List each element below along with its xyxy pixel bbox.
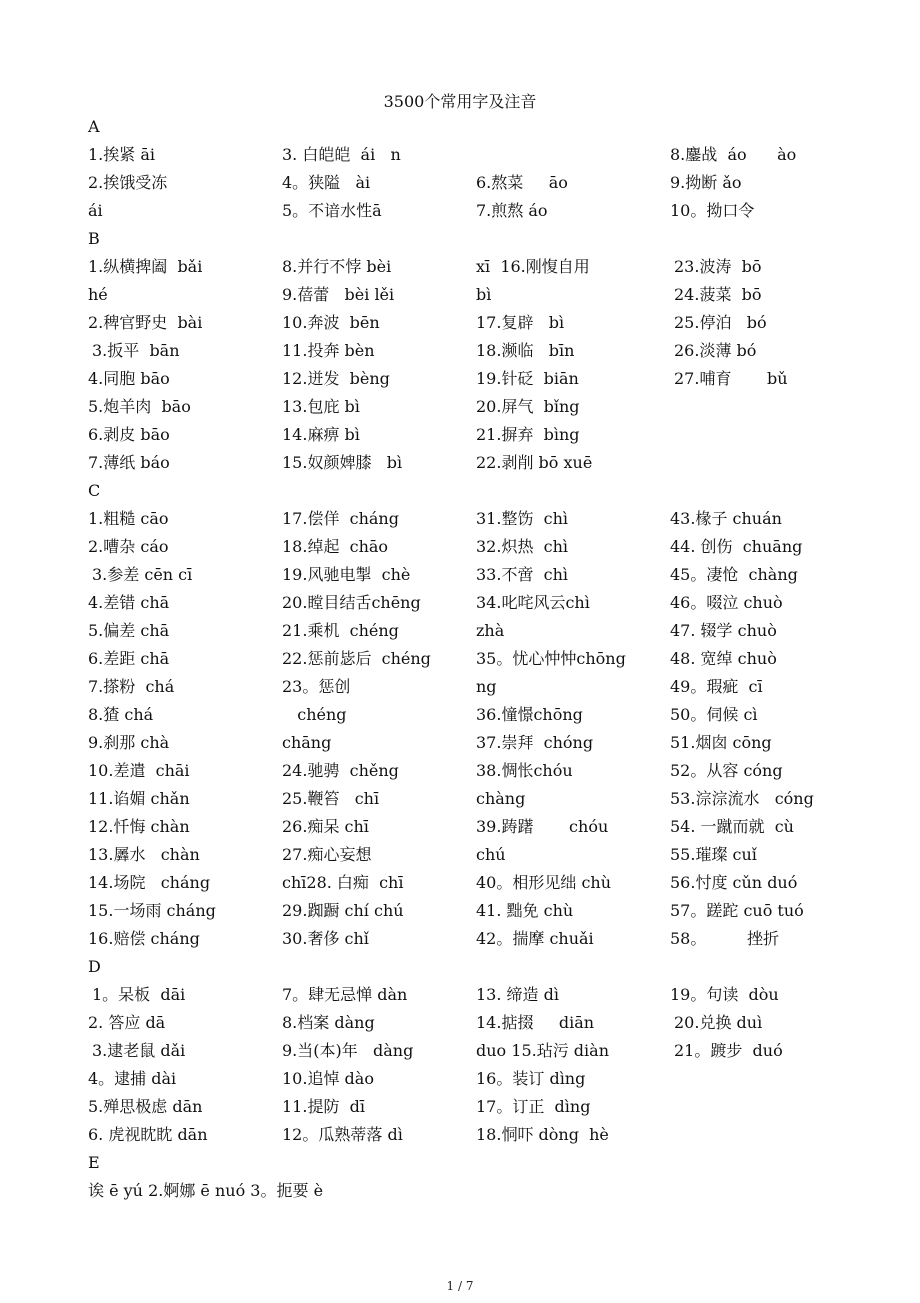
- entry-text: 8.鏖战 áo ào: [670, 145, 797, 164]
- entry-text: 58。 挫折: [670, 929, 780, 948]
- entry-text: 36.憧憬chōng: [476, 705, 583, 724]
- entry-text: 10.奔波 bēn: [282, 313, 380, 332]
- entry-text: 诶 ē yú 2.婀娜 ē nuó 3。扼要 è: [88, 1181, 324, 1200]
- entry-text: 23。惩创: [282, 677, 351, 696]
- entry-text: 3.逮老鼠 dǎi: [92, 1041, 186, 1060]
- entry-text: 26.痴呆 chī: [282, 817, 369, 836]
- entry-text: hé: [88, 285, 108, 304]
- entry-text: 20.屏气 bǐng: [476, 397, 580, 416]
- entry-text: 10.差遣 chāi: [88, 761, 190, 780]
- entry-text: 24.菠菜 bō: [674, 285, 762, 304]
- section-letter: A: [88, 117, 100, 136]
- entry-text: 3. 白皑皑 ái n: [282, 145, 401, 164]
- entry-text: 45。凄怆 chàng: [670, 565, 798, 584]
- entry-text: 57。蹉跎 cuō tuó: [670, 901, 804, 920]
- entry-text: 15.一场雨 cháng: [88, 901, 216, 920]
- entry-text: 8.并行不悖 bèi: [282, 257, 392, 276]
- entry-text: 16。装订 dìng: [476, 1069, 586, 1088]
- entry-text: chú: [476, 845, 506, 864]
- entry-text: 50。伺候 cì: [670, 705, 758, 724]
- entry-text: 43.椽子 chuán: [670, 509, 782, 528]
- entry-text: 4。狭隘 ài: [282, 173, 371, 192]
- entry-text: 9.刹那 chà: [88, 733, 170, 752]
- entry-text: 37.崇拜 chóng: [476, 733, 594, 752]
- entry-text: 7.薄纸 báo: [88, 453, 170, 472]
- entry-text: 51.烟囱 cōng: [670, 733, 772, 752]
- entry-text: 8.档案 dàng: [282, 1013, 375, 1032]
- entry-text: 1。呆板 dāi: [92, 985, 186, 1004]
- entry-text: 10.追悼 dào: [282, 1069, 374, 1088]
- entry-text: 44. 创伤 chuāng: [670, 537, 803, 556]
- entry-text: 31.整饬 chì: [476, 509, 569, 528]
- entry-text: 24.驰骋 chěng: [282, 761, 399, 780]
- entry-text: 29.踟蹰 chí chú: [282, 901, 404, 920]
- entry-text: 38.惆怅chóu: [476, 761, 573, 780]
- entry-text: 2.嘈杂 cáo: [88, 537, 169, 556]
- section-letter: C: [88, 481, 101, 500]
- entry-text: 17.复辟 bì: [476, 313, 565, 332]
- page-title: 3500个常用字及注音: [383, 92, 537, 111]
- entry-text: 9.蓓蕾 bèi lěi: [282, 285, 395, 304]
- entry-text: 6.剥皮 bāo: [88, 425, 170, 444]
- entry-text: 13. 缔造 dì: [476, 985, 559, 1004]
- entry-text: 8.猹 chá: [88, 705, 154, 724]
- entry-text: 5。不谙水性ā: [282, 201, 382, 220]
- entry-text: 17.偿佯 cháng: [282, 509, 399, 528]
- entry-text: 20.瞠目结舌chēng: [282, 593, 421, 612]
- entry-text: 27.哺育 bǔ: [674, 369, 788, 388]
- entry-text: 2.稗官野史 bài: [88, 313, 203, 332]
- entry-text: 56.忖度 cǔn duó: [670, 873, 798, 892]
- entry-text: chāng: [282, 733, 332, 752]
- entry-text: 46。啜泣 chuò: [670, 593, 783, 612]
- entry-text: 11.谄媚 chǎn: [88, 789, 190, 808]
- entry-text: 41. 黜免 chù: [476, 901, 574, 920]
- entry-text: 5.殚思极虑 dān: [88, 1097, 203, 1116]
- entry-text: chàng: [476, 789, 526, 808]
- section-letter: B: [88, 229, 100, 248]
- entry-text: 4.差错 chā: [88, 593, 170, 612]
- entry-text: 21。踱步 duó: [674, 1041, 783, 1060]
- entry-text: duo 15.玷污 diàn: [476, 1041, 610, 1060]
- entry-text: 10。拗口令: [670, 201, 755, 220]
- entry-text: 12。瓜熟蒂落 dì: [282, 1125, 403, 1144]
- entry-text: 3.扳平 bān: [92, 341, 180, 360]
- entry-text: chī28. 白痴 chī: [282, 873, 404, 892]
- entry-text: zhà: [476, 621, 505, 640]
- entry-text: bì: [476, 285, 492, 304]
- entry-text: 14.掂掇 diān: [476, 1013, 595, 1032]
- entry-text: 40。相形见绌 chù: [476, 873, 612, 892]
- entry-text: 39.踌躇 chóu: [476, 817, 609, 836]
- entry-text: 4.同胞 bāo: [88, 369, 170, 388]
- entry-text: 17。订正 dìng: [476, 1097, 591, 1116]
- entry-text: 7。肆无忌惮 dàn: [282, 985, 408, 1004]
- page-number: 1 / 7: [446, 1279, 474, 1293]
- entry-text: ái: [88, 201, 103, 220]
- entry-text: 9.拗断 ǎo: [670, 173, 742, 192]
- entry-text: 11.提防 dī: [282, 1097, 365, 1116]
- entry-text: 12.迸发 bèng: [282, 369, 390, 388]
- entry-text: 20.兑换 duì: [674, 1013, 763, 1032]
- entry-text: 6. 虎视眈眈 dān: [88, 1125, 208, 1144]
- entry-text: ng: [476, 677, 497, 696]
- entry-text: 6.熬菜 āo: [476, 173, 568, 192]
- entry-text: 47. 辍学 chuò: [670, 621, 777, 640]
- entry-text: 5.炮羊肉 bāo: [88, 397, 191, 416]
- entry-text: 55.璀璨 cuǐ: [670, 845, 757, 864]
- entry-text: 7.煎熬 áo: [476, 201, 548, 220]
- entry-text: 4。逮捕 dài: [88, 1069, 177, 1088]
- entry-text: 14.场院 cháng: [88, 873, 211, 892]
- entry-text: 13.包庇 bì: [282, 397, 360, 416]
- entry-text: 16.赔偿 cháng: [88, 929, 200, 948]
- entry-text: 22.剥削 bō xuē: [476, 453, 593, 472]
- entry-text: 13.羼水 chàn: [88, 845, 200, 864]
- entry-text: 18.恫吓 dòng hè: [476, 1125, 609, 1144]
- entry-text: 6.差距 chā: [88, 649, 170, 668]
- entry-text: xī 16.刚愎自用: [476, 257, 590, 276]
- entry-text: 1.挨紧 āi: [88, 145, 156, 164]
- entry-text: 42。揣摩 chuǎi: [476, 929, 594, 948]
- entry-text: 25.停泊 bó: [674, 313, 767, 332]
- entry-text: 12.忏悔 chàn: [88, 817, 190, 836]
- entry-text: 23.波涛 bō: [674, 257, 762, 276]
- entry-text: 18.濒临 bīn: [476, 341, 575, 360]
- section-letter: D: [88, 957, 101, 976]
- entry-text: chéng: [282, 705, 347, 724]
- entry-text: 35。忧心忡忡chōng: [476, 649, 626, 668]
- entry-text: 21.乘机 chéng: [282, 621, 399, 640]
- entry-text: 2. 答应 dā: [88, 1013, 166, 1032]
- entry-text: 21.摒弃 bìng: [476, 425, 580, 444]
- entry-text: 22.惩前毖后 chéng: [282, 649, 431, 668]
- entry-text: 34.叱咤风云chì: [476, 593, 590, 612]
- entry-text: 26.淡薄 bó: [674, 341, 757, 360]
- entry-text: 5.偏差 chā: [88, 621, 170, 640]
- entry-text: 7.搽粉 chá: [88, 677, 175, 696]
- entry-text: 1.纵横捭阖 bǎi: [88, 257, 203, 276]
- entry-text: 33.不啻 chì: [476, 565, 569, 584]
- entry-text: 25.鞭笞 chī: [282, 789, 380, 808]
- section-letter: E: [88, 1153, 100, 1172]
- entry-text: 2.挨饿受冻: [88, 173, 168, 192]
- entry-text: 27.痴心妄想: [282, 845, 372, 864]
- entry-text: 1.粗糙 cāo: [88, 509, 169, 528]
- entry-text: 30.奢侈 chǐ: [282, 929, 369, 948]
- entry-text: 11.投奔 bèn: [282, 341, 375, 360]
- entry-text: 3.参差 cēn cī: [92, 565, 193, 584]
- entry-text: 32.炽热 chì: [476, 537, 569, 556]
- entry-text: 14.麻痹 bì: [282, 425, 360, 444]
- entry-text: 48. 宽绰 chuò: [670, 649, 777, 668]
- entry-text: 19.风驰电掣 chè: [282, 565, 411, 584]
- entry-text: 15.奴颜婢膝 bì: [282, 453, 403, 472]
- entry-text: 54. 一蹴而就 cù: [670, 817, 794, 836]
- entry-text: 19。句读 dòu: [670, 985, 779, 1004]
- entry-text: 52。从容 cóng: [670, 761, 783, 780]
- entry-text: 53.淙淙流水 cóng: [670, 789, 814, 808]
- entry-text: 9.当(本)年 dàng: [282, 1041, 414, 1060]
- entry-text: 19.针砭 biān: [476, 369, 579, 388]
- entry-text: 18.绰起 chāo: [282, 537, 389, 556]
- entry-text: 49。瑕疵 cī: [670, 677, 763, 696]
